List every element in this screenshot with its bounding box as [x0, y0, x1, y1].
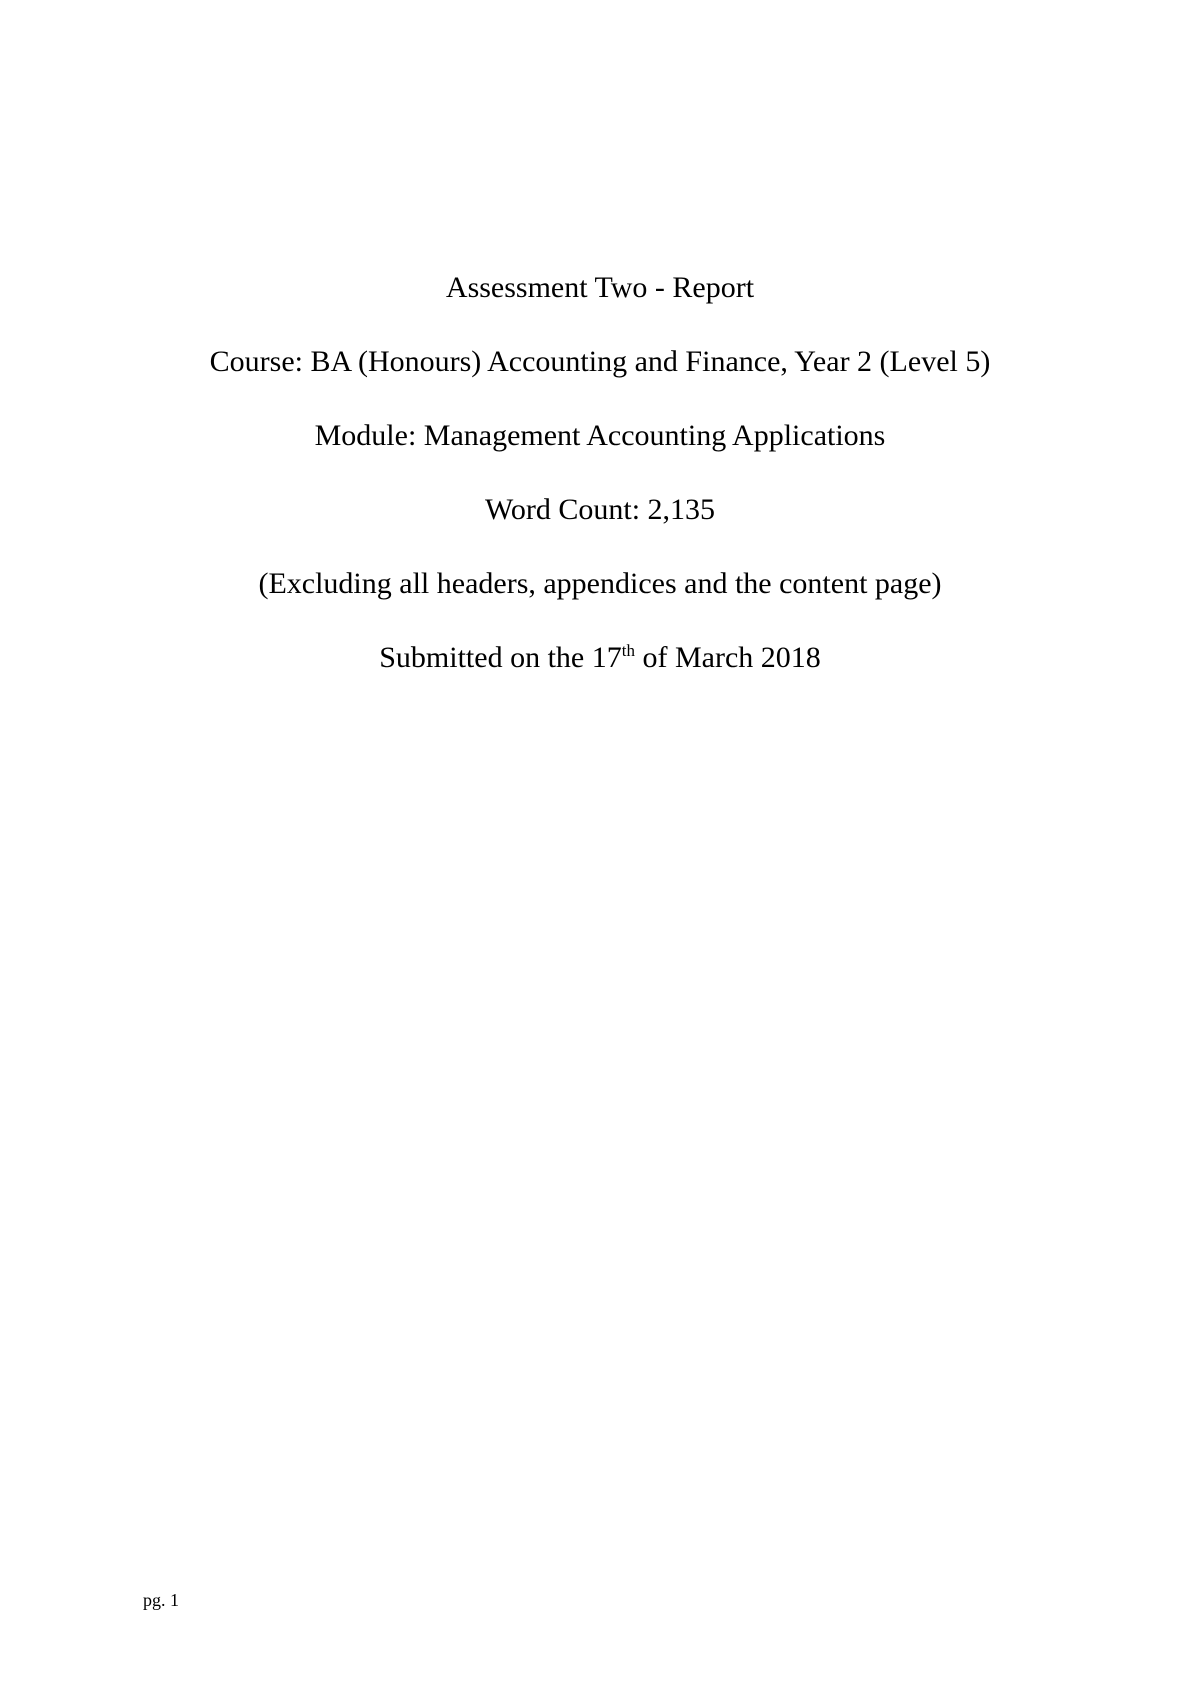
title-page-block [0, 270, 1200, 714]
module-line: Module: Management Accounting Applications [314, 419, 886, 452]
submission-date-line [0, 640, 1200, 676]
submission-date-suffix: of March 2018 [634, 641, 821, 674]
report-title: Assessment Two - Report [445, 271, 755, 304]
course-line: Course: BA (Honours) Accounting and Finance, Year 2 (Level 5) [209, 345, 991, 378]
page-number-footer: pg. 1 [143, 1590, 179, 1610]
submission-date-prefix: Submitted on the 17 [379, 641, 622, 674]
word-count-line: Word Count: 2,135 [484, 493, 716, 526]
exclusions-line: (Excluding all headers, appendices and the content page) [258, 567, 942, 600]
submission-date-ordinal: th [621, 641, 635, 660]
